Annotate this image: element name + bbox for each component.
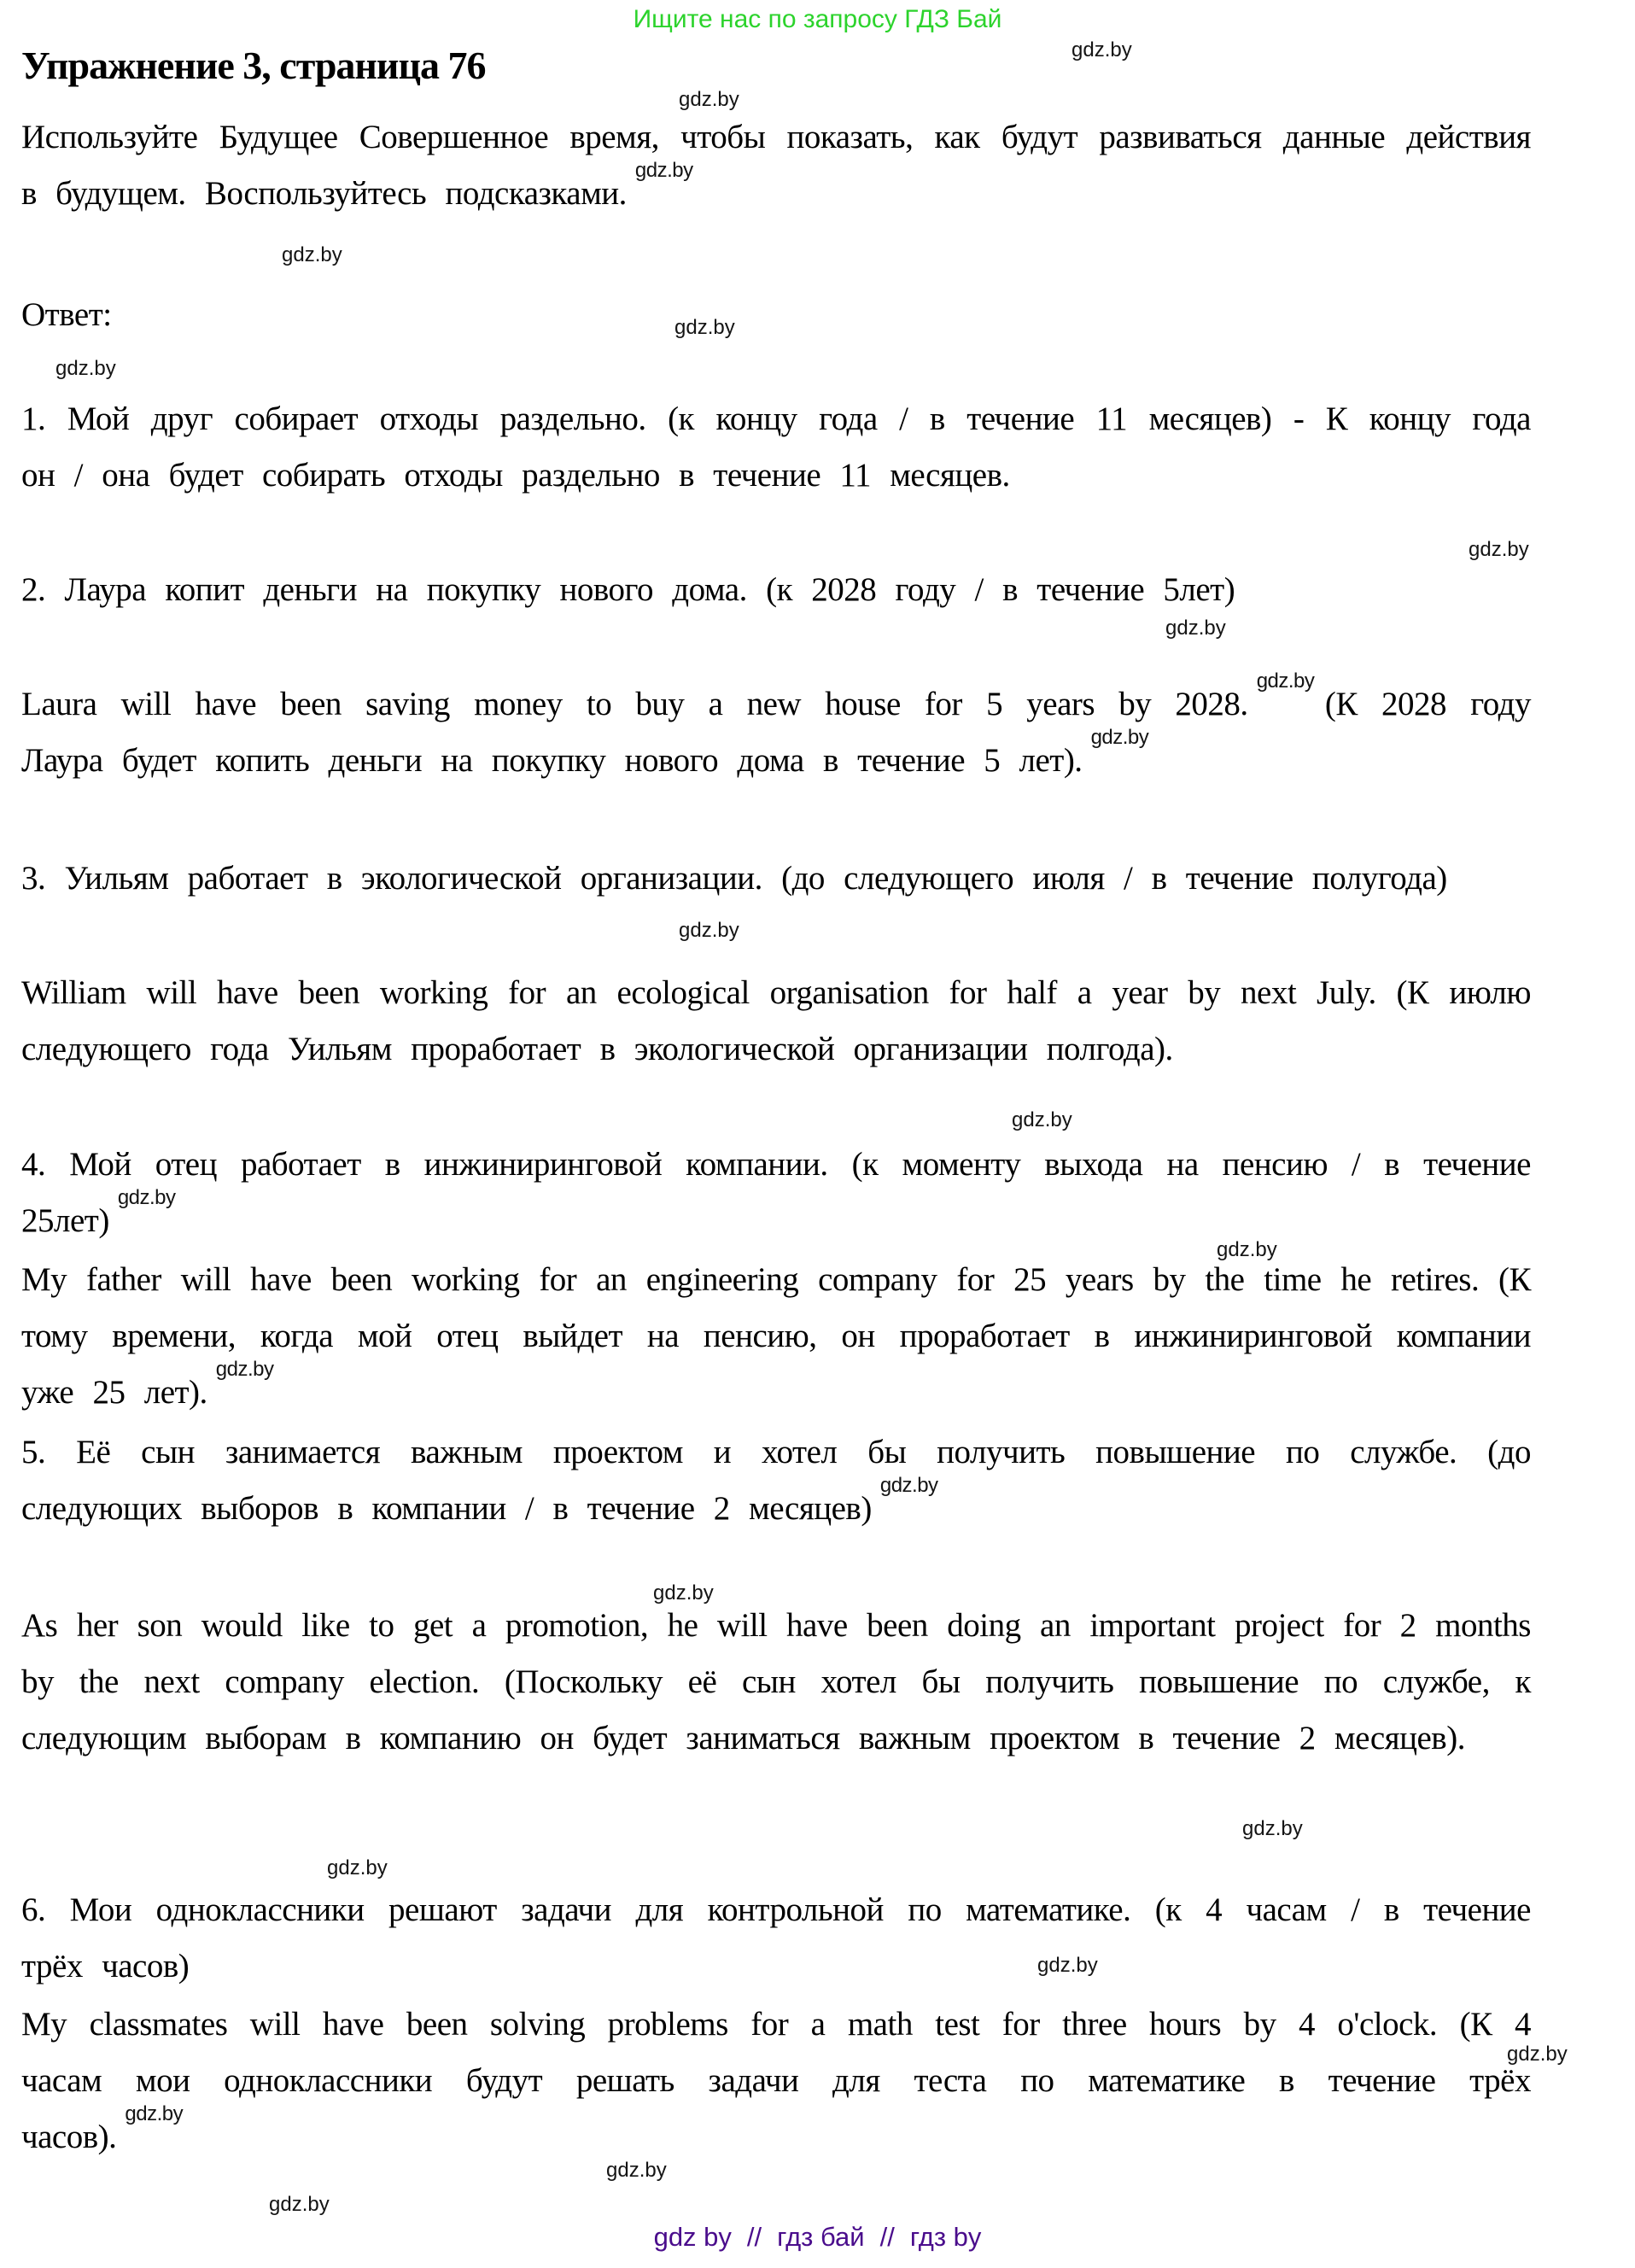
- gdz-watermark: gdz.by: [1165, 617, 1226, 640]
- answer-item-2-english: [21, 669, 1531, 789]
- answer-item-4-russian: [21, 1137, 1531, 1249]
- gdz-watermark: gdz.by: [1507, 2043, 1568, 2066]
- gdz-watermark: gdz.by: [674, 316, 735, 339]
- gdz-watermark: gdz.by: [55, 357, 116, 380]
- gdz-watermark: gdz.by: [653, 1581, 714, 1605]
- gdz-watermark: gdz.by: [327, 1856, 388, 1879]
- page-title: Упражнение 3, страница 76: [21, 44, 486, 87]
- answer-item-3-english: William will have been working for an ecological organisation for half a year by next July. (К июлю следующего года Уильям проработает в экологической организации полгода).: [21, 974, 1531, 1067]
- footer-link-gdz-bai[interactable]: гдз бай: [777, 2222, 865, 2252]
- gdz-watermark: gdz.by: [269, 2193, 330, 2216]
- footer-links: [0, 2222, 1635, 2253]
- gdz-watermark: gdz.by: [606, 2159, 667, 2182]
- answer-item-4-english: [21, 1252, 1531, 1421]
- gdz-watermark: gdz.by: [1072, 38, 1132, 61]
- gdz-watermark: gdz.by: [1242, 1817, 1303, 1840]
- answer-item-2-russian: 2. Лаура копит деньги на покупку нового дома. (к 2028 году / в течение 5лет): [21, 571, 1235, 608]
- gdz-watermark: gdz.by: [1256, 669, 1315, 693]
- answer-item-6-russian: 6. Мои одноклассники решают задачи для контрольной по математике. (к 4 часам / в течение трёх часов): [21, 1891, 1531, 1984]
- promo-banner: Ищите нас по запросу ГДЗ Бай: [633, 5, 1002, 33]
- item-4-english-sentence: My father will have been working for an engineering company for 25 years by the time he retires. (К тому времени, когда мой отец выйдет на пенсию, он проработает в инжиниринговой компании уже 25 лет).: [21, 1261, 1531, 1411]
- answer-item-5-english: As her son would like to get a promotion, he will have been doing an important project for 2 months by the next company election. (Поскольку её сын хотел бы получить повышение по службе, к следующим выборам в компанию он будет заниматься важным проектом в течение 2 месяцев).: [21, 1607, 1531, 1757]
- gdz-watermark: gdz.by: [1037, 1954, 1098, 1977]
- gdz-watermark: gdz.by: [879, 1474, 938, 1497]
- item-6-english-sentence: My classmates will have been solving problems for a math test for three hours by 4 o'clock. (К 4 часам мои одноклассники будут решать задачи для теста по математике в течение трёх часов).: [21, 2006, 1531, 2155]
- gdz-watermark: gdz.by: [679, 919, 739, 942]
- item-4-russian-sentence: 4. Мой отец работает в инжиниринговой компании. (к моменту выхода на пенсию / в течение 25лет): [21, 1146, 1531, 1239]
- item-5-russian-sentence: 5. Её сын занимается важным проектом и хотел бы получить повышение по службе. (до следующих выборов в компании / в течение 2 месяцев): [21, 1434, 1531, 1527]
- answer-item-6-english: [21, 1996, 1531, 2166]
- footer-separator: //: [746, 2222, 762, 2252]
- answer-item-1-russian: 1. Мой друг собирает отходы раздельно. (к концу года / в течение 11 месяцев) - К концу года он / она будет собирать отходы раздельно в течение 11 месяцев.: [21, 400, 1531, 494]
- footer-separator: //: [879, 2222, 895, 2252]
- gdz-watermark: gdz.by: [1090, 726, 1149, 749]
- gdz-watermark: gdz.by: [1217, 1238, 1277, 1261]
- gdz-watermark: gdz.by: [125, 2102, 184, 2125]
- item-2-translation: (К 2028 году Лаура будет копить деньги на покупку нового дома в течение 5 лет).: [21, 686, 1531, 779]
- instructions-text: Используйте Будущее Совершенное время, чтобы показать, как будут развиваться данные действия в будущем. Воспользуйтесь подсказками.: [21, 119, 1531, 212]
- gdz-watermark: gdz.by: [1469, 538, 1529, 561]
- footer-link-gdz-by-2[interactable]: гдз by: [909, 2222, 982, 2252]
- gdz-watermark: gdz.by: [679, 88, 739, 111]
- gdz-watermark: gdz.by: [215, 1358, 274, 1381]
- item-2-english-sentence: Laura will have been saving money to buy a new house for 5 years by 2028.: [21, 686, 1248, 722]
- gdz-watermark: gdz.by: [282, 243, 342, 266]
- exercise-instructions: [21, 109, 1531, 222]
- gdz-watermark: gdz.by: [1012, 1108, 1072, 1131]
- answer-item-5-russian: [21, 1424, 1531, 1537]
- answer-item-3-russian: 3. Уильям работает в экологической организации. (до следующего июля / в течение полугода): [21, 860, 1447, 897]
- answer-label: Ответ:: [21, 296, 112, 333]
- gdz-watermark: gdz.by: [117, 1186, 176, 1209]
- gdz-watermark: gdz.by: [634, 159, 693, 182]
- footer-link-gdz-by[interactable]: gdz by: [653, 2222, 732, 2252]
